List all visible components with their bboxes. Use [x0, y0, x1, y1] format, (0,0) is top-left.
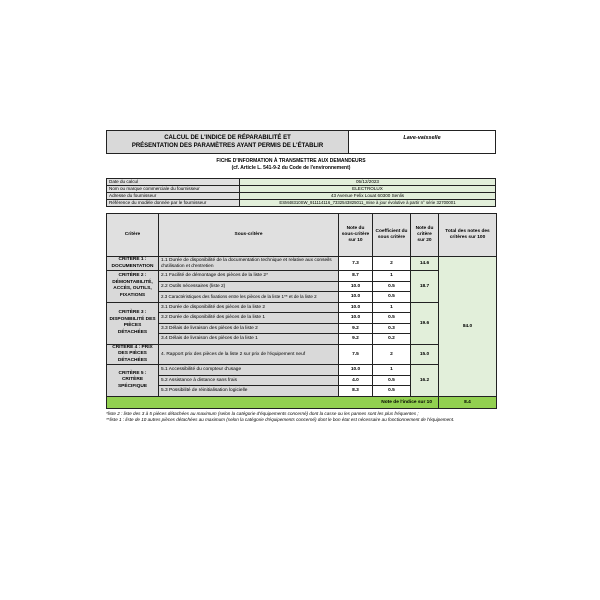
sub-criterion-coef: 0.5	[373, 375, 411, 386]
col-header-coef: Coefficient du sous critère	[373, 214, 411, 257]
subtitle-line-1: FICHE D'INFORMATION À TRANSMETTRE AUX DEMANDEURS	[216, 158, 366, 164]
table-row	[107, 257, 497, 271]
sub-criterion-note: 10.0	[339, 281, 373, 292]
sub-criterion-note: 7.5	[339, 344, 373, 365]
sub-criterion-coef: 1	[373, 271, 411, 282]
sub-criterion-label: 3.4 Délais de livraison des pièces de la liste 1	[159, 334, 339, 345]
sub-criterion-label: 5.3 Possibilité de réinitialisation logicielle	[159, 386, 339, 397]
sub-criterion-note: 8.3	[339, 386, 373, 397]
supplier-info-table	[106, 178, 496, 207]
sub-criterion-label: 3.2 Durée de disponibilité des pièces de la liste 1	[159, 313, 339, 324]
repairability-sheet	[106, 130, 496, 424]
col-header-note-sous: Note du sous-critère sur 10	[339, 214, 373, 257]
col-header-note-critere: Note du critère sur 20	[411, 214, 439, 257]
sub-criterion-coef: 0.5	[373, 292, 411, 303]
criterion-note: 16.2	[411, 365, 439, 397]
sub-criterion-note: 9.2	[339, 323, 373, 334]
sub-criterion-label: 2.1 Facilité de démontage des pièces de la liste 2*	[159, 271, 339, 282]
sub-criterion-label: 3.1 Durée de disponibilité des pièces de la liste 2	[159, 302, 339, 313]
info-label: Date du calcul	[107, 179, 240, 186]
sub-criterion-coef: 1	[373, 365, 411, 376]
sheet-subtitle	[86, 158, 496, 172]
sub-criterion-label: 5.1 Accessibilité du compteur d'usage	[159, 365, 339, 376]
footnote-liste-1: **liste 1 : liste de 10 autres pièces détachées au maximum (selon la catégorie d'équipements concerné) dont le bon état est nécessaire au fonctionnement de l'équipement.	[106, 417, 455, 422]
criterion-name: CRITÈRE 3 : DISPONIBILITÉ DES PIÈCES DÉTACHÉES	[107, 302, 159, 344]
sub-criterion-coef: 0.2	[373, 334, 411, 345]
col-header-sous-critere: Sous-critère	[159, 214, 339, 257]
sheet-header	[106, 130, 496, 154]
sub-criterion-note: 10.0	[339, 292, 373, 303]
table-row	[107, 365, 497, 376]
criterion-note: 19.6	[411, 302, 439, 344]
info-row	[107, 179, 496, 186]
table-row	[107, 302, 497, 313]
criterion-note: 18.7	[411, 271, 439, 303]
sub-criterion-coef: 0.5	[373, 313, 411, 324]
criterion-note: 15.0	[411, 344, 439, 365]
table-row	[107, 344, 497, 365]
sheet-title	[107, 131, 349, 154]
info-label: Référence du modèle donnée par le fournisseur	[107, 200, 240, 207]
sub-criterion-label: 5.2 Assistance à distance sans frais	[159, 375, 339, 386]
sub-criterion-label: 1.1 Durée de disponibilité de la documentation technique et relative aux conseils d'utilisation et d'entretien	[159, 257, 339, 271]
col-header-critere: Critère	[107, 214, 159, 257]
info-row	[107, 193, 496, 200]
table-header-row	[107, 214, 497, 257]
sub-criterion-coef: 0.5	[373, 386, 411, 397]
final-score-value: 8.4	[439, 396, 497, 408]
total-score: 84.0	[439, 257, 497, 397]
criterion-note: 14.6	[411, 257, 439, 271]
info-value: 43 Avenue Felix Louat 60300 Senlis	[240, 193, 496, 200]
criterion-name: CRITÈRE 5 : CRITÈRE SPÉCIFIQUE	[107, 365, 159, 397]
sub-criterion-coef: 2	[373, 257, 411, 271]
sub-criterion-note: 8.7	[339, 271, 373, 282]
subtitle-line-2: (cf. Article L. 541-9-2 du Code de l'environnement)	[231, 165, 351, 171]
info-label: Adresse du fournisseur	[107, 193, 240, 200]
footnotes	[106, 411, 498, 424]
sub-criterion-note: 9.2	[339, 334, 373, 345]
sub-criterion-coef: 1	[373, 302, 411, 313]
sub-criterion-coef: 0.5	[373, 281, 411, 292]
footnote-liste-2: *liste 2 : liste des 3 à 5 pièces détachées au maximum (selon la catégorie d'équipements concerné) dont la casse ou les pannes sont les plus fréquentes ;	[106, 410, 419, 416]
table-row	[107, 271, 497, 282]
info-label: Nom ou marque commerciale du fournisseur	[107, 186, 240, 193]
criterion-name: CRITÈRE 2 : DÉMONTABILITÉ, ACCÈS, OUTILS, FIXATIONS	[107, 271, 159, 303]
info-row	[107, 186, 496, 193]
title-line-1: CALCUL DE L'INDICE DE RÉPARABILITÉ ET	[164, 135, 291, 141]
product-category: Lave-vaisselle	[349, 131, 496, 154]
info-value: ELECTROLUX	[240, 186, 496, 193]
sub-criterion-note: 10.0	[339, 365, 373, 376]
sub-criterion-label: 3.3 Délais de livraison des pièces de la liste 2	[159, 323, 339, 334]
info-value: 05/12/2023	[240, 179, 496, 186]
sub-criterion-note: 10.0	[339, 302, 373, 313]
sub-criterion-label: 2.2 Outils nécessaires (liste 2)	[159, 281, 339, 292]
sub-criterion-note: 4.0	[339, 375, 373, 386]
col-header-total: Total des notes des critères sur 100	[439, 214, 497, 257]
info-row	[107, 200, 496, 207]
sub-criterion-label: 2.3 Caractéristiques des fixations entre les pièces de la liste 1** et de la liste 2	[159, 292, 339, 303]
sub-criterion-note: 10.0	[339, 313, 373, 324]
criterion-name: CRITÈRE 1 : DOCUMENTATION	[107, 257, 159, 271]
sub-criterion-coef: 2	[373, 344, 411, 365]
sub-criterion-label: 4. Rapport prix des pièces de la liste 2 sur prix de l'équipement neuf	[159, 344, 339, 365]
sub-criterion-coef: 0.3	[373, 323, 411, 334]
sub-criterion-note: 7.3	[339, 257, 373, 271]
title-line-2: PRÉSENTATION DES PARAMÈTRES AYANT PERMIS DE L'ÉTABLIR	[131, 143, 324, 149]
score-table	[106, 213, 497, 409]
criterion-name: CRITÈRE 4 : PRIX DES PIÈCES DÉTACHÉES	[107, 344, 159, 365]
info-value: ESM48310SW_911114116_7332543825011_mise à jour évolutive à partir n° série 32700001	[240, 200, 496, 207]
final-score-label: Note de l'indice sur 10	[107, 396, 439, 408]
final-score-row	[107, 396, 497, 408]
